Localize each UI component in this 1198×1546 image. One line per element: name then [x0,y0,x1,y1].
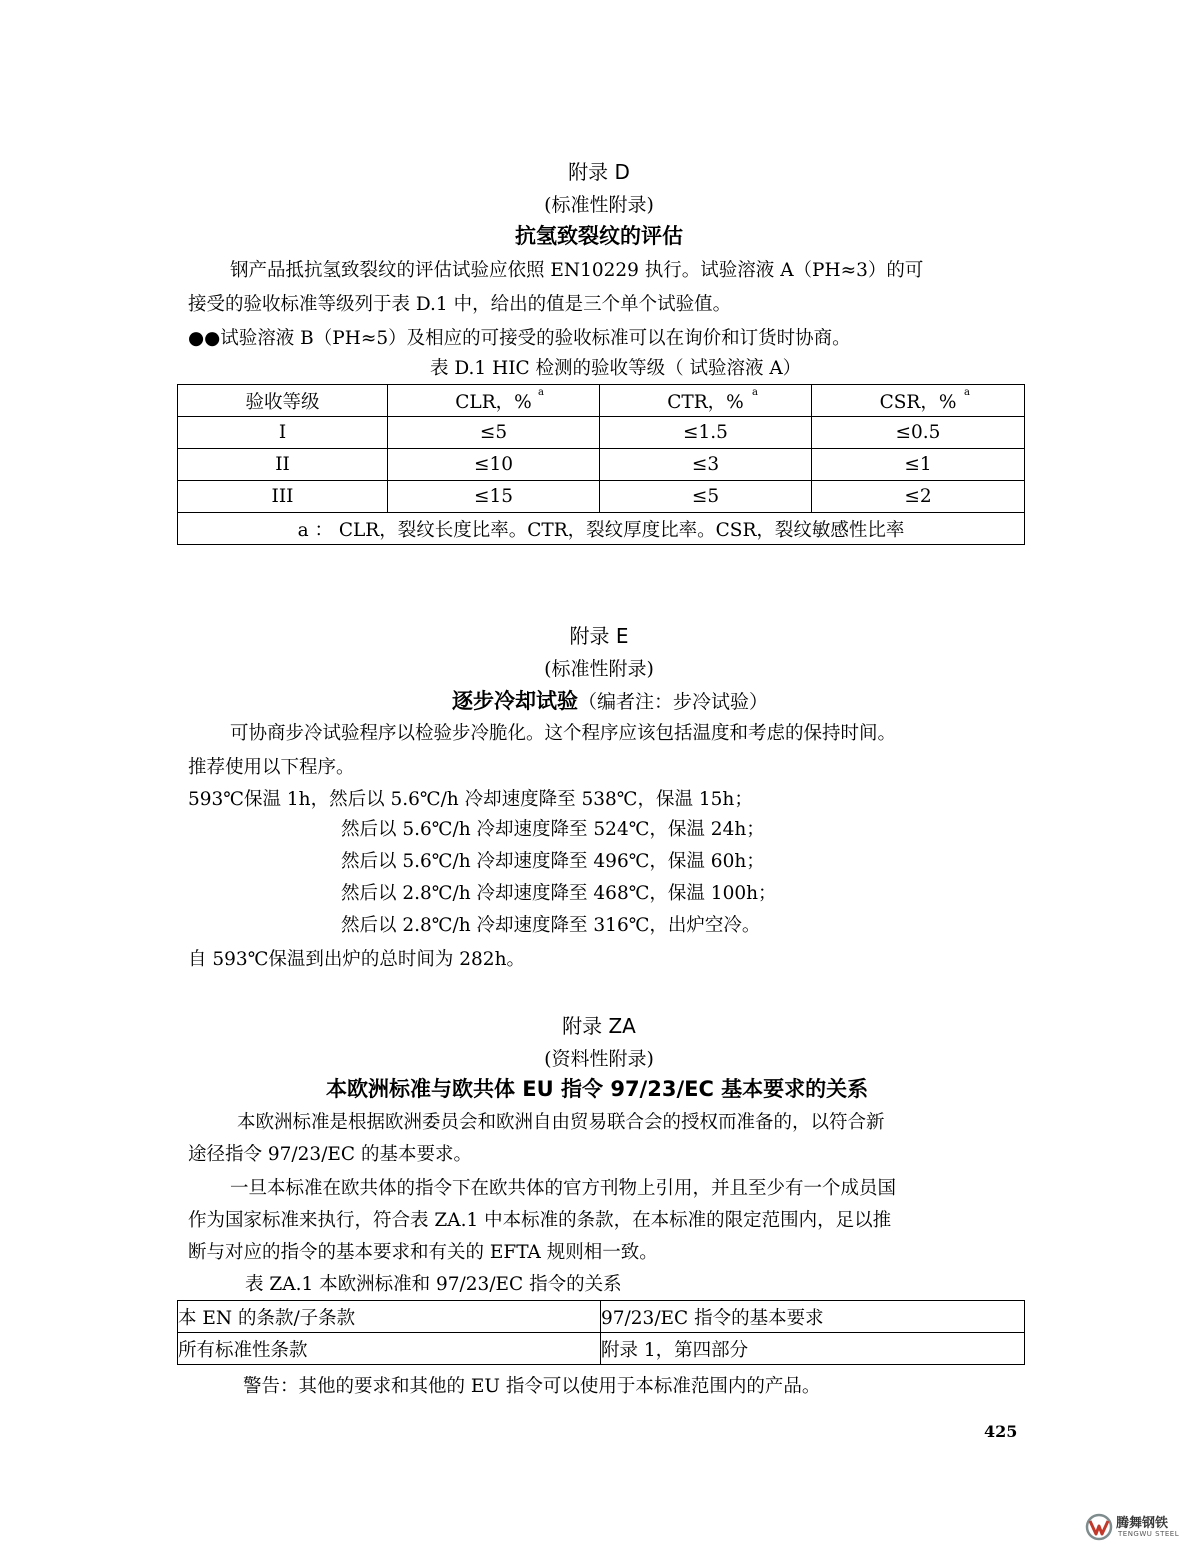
table-cell: ≤1 [812,449,1025,481]
appendix-e-heading [452,685,768,715]
header-csr-label: CSR，% [879,391,957,413]
cooling-step: 593℃保温 1h，然后以 5.6℃/h 冷却速度降至 538℃，保温 15h； [188,789,753,810]
logo-mark-icon [1084,1512,1114,1542]
appendix-za-title: 附录 ZA [562,1014,636,1038]
table-cell: 附录 1，第四部分 [601,1333,1025,1365]
appendix-d-heading: 抗氢致裂纹的评估 [515,224,683,248]
appendix-za-para1-line1: 本欧洲标准是根据欧洲委员会和欧洲自由贸易联合会的授权而准备的，以符合新 [237,1112,885,1133]
table-footnote: a ： CLR，裂纹长度比率。CTR，裂纹厚度比率。CSR，裂纹敏感性比率 [178,513,1025,545]
logo-text-en: TENGWU STEEL [1118,1530,1180,1538]
appendix-e-heading-text: 逐步冷却试验 [452,689,578,713]
table-za1-caption: 表 ZA.1 本欧洲标准和 97/23/EC 指令的关系 [245,1274,622,1295]
table-row [178,449,1025,481]
table-footnote-row [178,513,1025,545]
table-cell: III [178,481,388,513]
appendix-d-subtitle: (标准性附录) [544,194,654,216]
table-d1-header-cell [812,385,1025,417]
cooling-step: 然后以 2.8℃/h 冷却速度降至 316℃，出炉空冷。 [341,915,761,936]
appendix-e-heading-note: （编者注：步冷试验） [578,691,769,713]
cooling-total-time: 自 593℃保温到出炉的总时间为 282h。 [188,949,525,970]
appendix-d-para1-line1: 钢产品抵抗氢致裂纹的评估试验应依照 EN10229 执行。试验溶液 A（PH≈3）的可 [230,260,924,281]
table-cell: ≤5 [388,417,600,449]
header-clr-label: CLR，% [455,391,532,413]
appendix-d-title: 附录 D [568,160,630,184]
footnote-marker: a [538,387,544,398]
appendix-za-para1-line2: 途径指令 97/23/EC 的基本要求。 [188,1144,472,1165]
table-cell: 97/23/EC 指令的基本要求 [601,1301,1025,1333]
table-d1-caption: 表 D.1 HIC 检测的验收等级（ 试验溶液 A） [430,358,802,379]
header-grade-label: 验收等级 [245,391,320,413]
appendix-e-title: 附录 E [569,624,629,648]
warning-text: 警告：其他的要求和其他的 EU 指令可以使用于本标准范围内的产品。 [243,1376,821,1397]
table-row [178,1333,1025,1365]
table-cell: 所有标准性条款 [178,1333,601,1365]
appendix-e-para1-line1: 可协商步冷试验程序以检验步冷脆化。这个程序应该包括温度和考虑的保持时间。 [230,723,897,744]
table-cell: ≤3 [600,449,812,481]
table-cell: 本 EN 的条款/子条款 [178,1301,601,1333]
table-row [178,481,1025,513]
table-cell: ≤1.5 [600,417,812,449]
appendix-za-heading: 本欧洲标准与欧共体 EU 指令 97/23/EC 基本要求的关系 [326,1077,869,1101]
table-row [178,1301,1025,1333]
table-d1-header-row [178,385,1025,417]
table-row [178,417,1025,449]
cooling-step: 然后以 2.8℃/h 冷却速度降至 468℃，保温 100h； [341,883,777,904]
table-d1-header-cell [600,385,812,417]
table-za1 [177,1300,1025,1365]
page-number: 425 [984,1422,1018,1441]
table-cell: II [178,449,388,481]
table-cell: ≤10 [388,449,600,481]
table-cell: I [178,417,388,449]
table-cell: ≤15 [388,481,600,513]
appendix-e-subtitle: (标准性附录) [544,658,654,680]
company-logo [1084,1510,1194,1544]
footnote-marker: a [964,387,970,398]
table-d1-header-cell [178,385,388,417]
appendix-d-para2: ●●试验溶液 B（PH≈5）及相应的可接受的验收标准可以在询价和订货时协商。 [188,328,851,349]
table-d1-header-cell [388,385,600,417]
appendix-za-para2-line1: 一旦本标准在欧共体的指令下在欧共体的官方刊物上引用，并且至少有一个成员国 [230,1178,897,1199]
cooling-step: 然后以 5.6℃/h 冷却速度降至 496℃，保温 60h； [341,851,765,872]
logo-text-cn: 腾舞钢铁 [1116,1516,1169,1531]
appendix-za-para2-line2: 作为国家标准来执行，符合表 ZA.1 中本标准的条款，在本标准的限定范围内，足以推 [188,1210,892,1231]
table-cell: ≤2 [812,481,1025,513]
appendix-za-para2-line3: 断与对应的指令的基本要求和有关的 EFTA 规则相一致。 [188,1242,658,1263]
appendix-za-subtitle: (资料性附录) [544,1048,654,1070]
header-ctr-label: CTR，% [667,391,744,413]
table-d1 [177,384,1025,545]
appendix-d-para1-line2: 接受的验收标准等级列于表 D.1 中，给出的值是三个单个试验值。 [188,294,732,315]
appendix-e-para1-line2: 推荐使用以下程序。 [188,757,355,778]
footnote-marker: a [752,387,758,398]
cooling-step: 然后以 5.6℃/h 冷却速度降至 524℃，保温 24h； [341,819,765,840]
table-cell: ≤0.5 [812,417,1025,449]
table-cell: ≤5 [600,481,812,513]
